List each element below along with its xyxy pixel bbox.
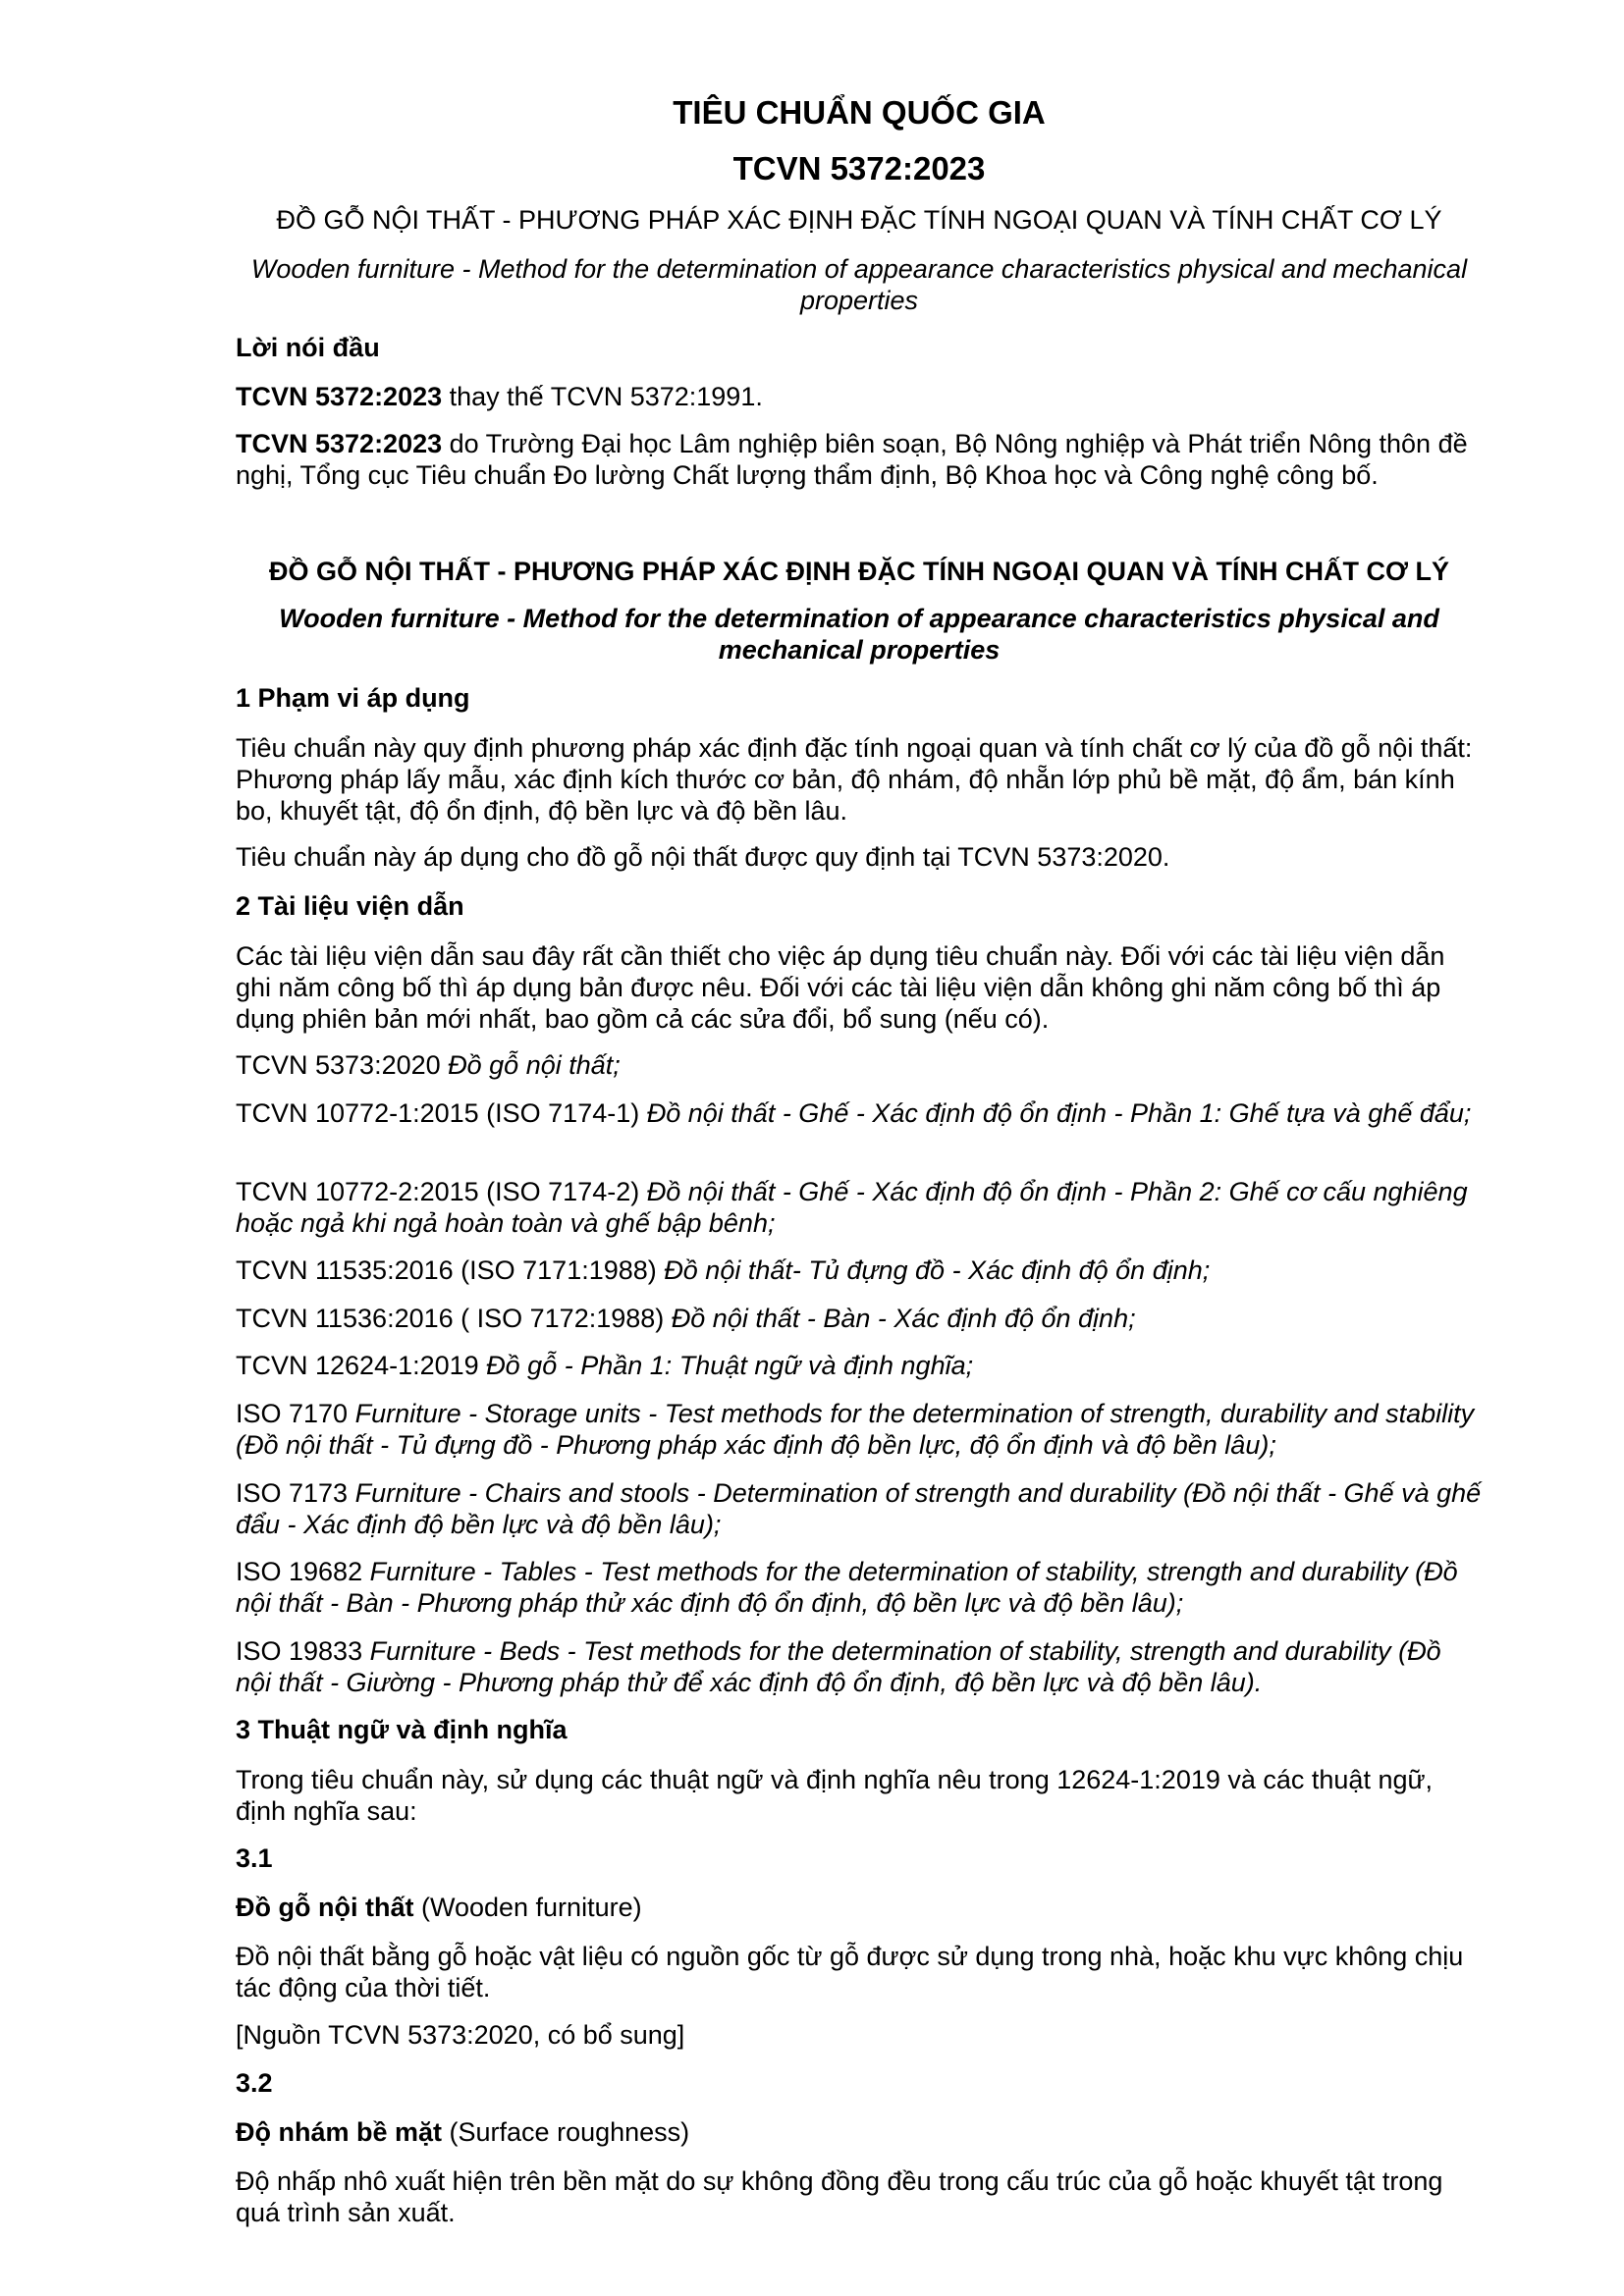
term-heading: Đồ gỗ nội thất (Wooden furniture) xyxy=(236,1893,642,1922)
section-1-heading: 1 Phạm vi áp dụng xyxy=(236,683,470,713)
term-definition: Độ nhấp nhô xuất hiện trên bền mặt do sự không đồng đều trong cấu trúc của gỗ hoặc khuyết tật trong quá trình sản xuất. xyxy=(236,2166,1443,2227)
document-title: TIÊU CHUẨN QUỐC GIA xyxy=(673,94,1046,131)
body-title-en: Wooden furniture - Method for the determination of appearance characteristics physical and mechanical properties xyxy=(279,604,1439,665)
section-1-paragraph-1: Tiêu chuẩn này quy định phương pháp xác định đặc tính ngoại quan và tính chất cơ lý của đồ gỗ nội thất: Phương pháp lấy mẫu, xác định kích thước cơ bản, độ nhám, độ nhẵn lớp phủ bề mặt, độ ẩm, bán kính bo, khuyết tật, độ ổn định, độ bền lực và độ bền lâu. xyxy=(236,733,1473,826)
section-3-heading: 3 Thuật ngữ và định nghĩa xyxy=(236,1715,568,1744)
section-1-paragraph-2: Tiêu chuẩn này áp dụng cho đồ gỗ nội thất được quy định tại TCVN 5373:2020. xyxy=(236,842,1170,872)
section-3-intro: Trong tiêu chuẩn này, sử dụng các thuật ngữ và định nghĩa nêu trong 12624-1:2019 và các thuật ngữ, định nghĩa sau: xyxy=(236,1765,1434,1826)
reference-item: ISO 7173 Furniture - Chairs and stools - Determination of strength and durability (Đồ nội thất - Ghế và ghế đẩu - Xác định độ bền lực và độ bền lâu); xyxy=(236,1478,1482,1539)
reference-item: TCVN 12624-1:2019 Đồ gỗ - Phần 1: Thuật ngữ và định nghĩa; xyxy=(236,1351,974,1380)
term-definition: Đồ nội thất bằng gỗ hoặc vật liệu có nguồn gốc từ gỗ được sử dụng trong nhà, hoặc khu vực không chịu tác động của thời tiết. xyxy=(236,1942,1464,2002)
foreword-paragraph-1: TCVN 5372:2023 thay thế TCVN 5372:1991. xyxy=(236,382,763,411)
reference-item: ISO 19833 Furniture - Beds - Test methods for the determination of stability, strength and durability (Đồ nội thất - Giường - Phương pháp thử để xác định độ ổn định, độ bền lực và độ bền lâu). xyxy=(236,1636,1441,1697)
standard-name-en: Wooden furniture - Method for the determination of appearance characteristics physical and mechanical properties xyxy=(250,254,1468,315)
reference-item: TCVN 10772-1:2015 (ISO 7174-1) Đồ nội thất - Ghế - Xác định độ ổn định - Phần 1: Ghế tựa và ghế đẩu; xyxy=(236,1098,1472,1128)
reference-item: ISO 19682 Furniture - Tables - Test methods for the determination of stability, strength and durability (Đồ nội thất - Bàn - Phương pháp thử xác định độ ổn định, độ bền lực và độ bền lâu); xyxy=(236,1557,1458,1618)
term-source: [Nguồn TCVN 5373:2020, có bổ sung] xyxy=(236,2020,685,2050)
term-number: 3.2 xyxy=(236,2068,273,2098)
section-2-heading: 2 Tài liệu viện dẫn xyxy=(236,891,464,921)
reference-item: ISO 7170 Furniture - Storage units - Test methods for the determination of strength, durability and stability (Đồ nội thất - Tủ đựng đồ - Phương pháp xác định độ bền lực, độ ổn định và độ bền lâu); xyxy=(236,1399,1475,1460)
reference-item: TCVN 5373:2020 Đồ gỗ nội thất; xyxy=(236,1050,621,1080)
foreword-heading: Lời nói đầu xyxy=(236,333,380,362)
term-heading: Độ nhám bề mặt (Surface roughness) xyxy=(236,2117,690,2147)
term-number: 3.1 xyxy=(236,1843,273,1873)
section-2-intro: Các tài liệu viện dẫn sau đây rất cần thiết cho việc áp dụng tiêu chuẩn này. Đối với các tài liệu viện dẫn ghi năm công bố thì áp dụng bản được nêu. Đối với các tài liệu viện dẫn không ghi năm công bố thì áp dụng phiên bản mới nhất, bao gồm cả các sửa đổi, bổ sung (nếu có). xyxy=(236,941,1445,1034)
reference-item: TCVN 11535:2016 (ISO 7171:1988) Đồ nội thất- Tủ đựng đồ - Xác định độ ổn định; xyxy=(236,1255,1211,1285)
body-title-vi: ĐỒ GỖ NỘI THẤT - PHƯƠNG PHÁP XÁC ĐỊNH ĐẶC TÍNH NGOẠI QUAN VÀ TÍNH CHẤT CƠ LÝ xyxy=(269,557,1449,586)
reference-item: TCVN 10772-2:2015 (ISO 7174-2) Đồ nội thất - Ghế - Xác định độ ổn định - Phần 2: Ghế cơ cấu nghiêng hoặc ngả khi ngả hoàn toàn và ghế bập bênh; xyxy=(236,1177,1468,1238)
reference-item: TCVN 11536:2016 ( ISO 7172:1988) Đồ nội thất - Bàn - Xác định độ ổn định; xyxy=(236,1304,1136,1333)
foreword-paragraph-2: TCVN 5372:2023 do Trường Đại học Lâm nghiệp biên soạn, Bộ Nông nghiệp và Phát triển Nông thôn đề nghị, Tổng cục Tiêu chuẩn Đo lường Chất lượng thẩm định, Bộ Khoa học và Công nghệ công bố. xyxy=(236,429,1468,490)
standard-code: TCVN 5372:2023 xyxy=(732,150,986,187)
standard-name-vi: ĐỒ GỖ NỘI THẤT - PHƯƠNG PHÁP XÁC ĐỊNH ĐẶC TÍNH NGOẠI QUAN VÀ TÍNH CHẤT CƠ LÝ xyxy=(276,205,1442,235)
